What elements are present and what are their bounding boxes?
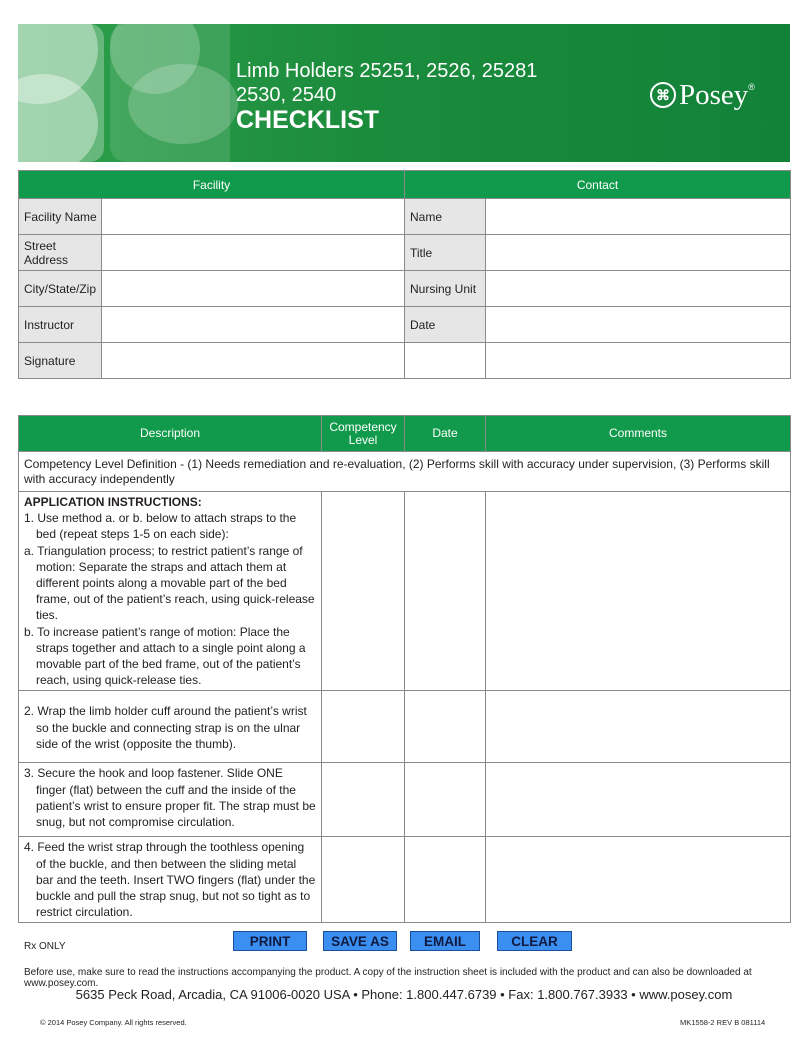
- street-address-label: Street Address: [19, 235, 102, 271]
- rx-only-label: Rx ONLY: [24, 941, 66, 952]
- date-label: Date: [405, 307, 486, 343]
- posey-logo: [650, 78, 755, 112]
- company-address: 5635 Peck Road, Arcadia, CA 91006-0020 USA • Phone: 1.800.447.6739 • Fax: 1.800.767.3933 • www.posey.com: [75, 987, 733, 1002]
- email-button[interactable]: EMAIL: [410, 931, 480, 951]
- step-2-comments-field[interactable]: [486, 691, 791, 763]
- signature-label: Signature: [19, 343, 102, 379]
- step-4-competency-field[interactable]: [322, 837, 405, 923]
- step-3-date-field[interactable]: [405, 763, 486, 837]
- contact-name-field[interactable]: [486, 199, 791, 235]
- facility-header: Facility: [19, 171, 405, 199]
- step-1-date-field[interactable]: [405, 492, 486, 691]
- step-1-competency-field[interactable]: [322, 492, 405, 691]
- city-state-zip-label: City/State/Zip: [19, 271, 102, 307]
- competency-definition: Competency Level Definition - (1) Needs remediation and re-evaluation, (2) Performs skill with accuracy under supervision, (3) Performs skill with accuracy independently: [19, 452, 791, 492]
- step-2-instructions: [19, 691, 322, 763]
- posey-logo-icon: ⌘: [650, 82, 676, 108]
- nursing-unit-field[interactable]: [486, 271, 791, 307]
- step-1-instructions: [19, 492, 322, 691]
- clover-panel-graphic: [110, 24, 230, 162]
- contact-title-field[interactable]: [486, 235, 791, 271]
- step-4-text: 4. Feed the wrist strap through the toothless opening of the buckle, and then between the sliding metal bar and the teeth. Insert TWO fingers (flat) under the buckle and pull the strap snug, but not so tight as to restrict circulation.: [24, 840, 316, 920]
- instructions-title: APPLICATION INSTRUCTIONS:: [24, 495, 202, 509]
- step-4-instructions: [19, 837, 322, 923]
- step-3-instructions: [19, 763, 322, 837]
- document-code: MK1558-2 REV B 081114: [680, 1018, 766, 1027]
- step-2-date-field[interactable]: [405, 691, 486, 763]
- instructions-note: Before use, make sure to read the instructions accompanying the product. A copy of the instruction sheet is included with the product and can also be downloaded at www.posey.com.: [24, 967, 752, 989]
- facility-contact-table: [18, 170, 791, 379]
- instructor-label: Instructor: [19, 307, 102, 343]
- competency-table: [18, 415, 791, 923]
- step-1-text: 1. Use method a. or b. below to attach straps to the bed (repeat steps 1-5 on each side):: [24, 511, 297, 542]
- step-1-comments-field[interactable]: [486, 492, 791, 691]
- title-line-1: Limb Holders 25251, 2526, 25281: [236, 60, 538, 82]
- clover-stem-graphic: [18, 24, 104, 162]
- competency-level-header: Competency Level: [322, 416, 405, 452]
- nursing-unit-label: Nursing Unit: [405, 271, 486, 307]
- step-4-date-field[interactable]: [405, 837, 486, 923]
- empty-field-cell: [486, 343, 791, 379]
- step-4-comments-field[interactable]: [486, 837, 791, 923]
- contact-name-label: Name: [405, 199, 486, 235]
- instructor-field[interactable]: [102, 307, 405, 343]
- step-1a-text: a. Triangulation process; to restrict patient’s range of motion: Separate the straps and attach them at different points along a movable part of the bed frame, out of the patient’s reach, using quick-release ties.: [24, 543, 315, 623]
- empty-label-cell: [405, 343, 486, 379]
- facility-name-field[interactable]: [102, 199, 405, 235]
- step-1b-text: b. To increase patient’s range of motion: Place the straps together and attach to a single point along a movable part of the bed frame, out of the patient’s reach, using quick-release ties.: [24, 624, 306, 688]
- date-header: Date: [405, 416, 486, 452]
- step-3-comments-field[interactable]: [486, 763, 791, 837]
- title-checklist: CHECKLIST: [236, 106, 380, 134]
- street-address-field[interactable]: [102, 235, 405, 271]
- city-state-zip-field[interactable]: [102, 271, 405, 307]
- contact-title-label: Title: [405, 235, 486, 271]
- trademark-symbol: ®: [748, 82, 755, 92]
- description-header: Description: [19, 416, 322, 452]
- step-2-text: 2. Wrap the limb holder cuff around the patient’s wrist so the buckle and connecting strap is on the ulnar side of the wrist (opposite the thumb).: [24, 704, 307, 751]
- copyright-notice: © 2014 Posey Company. All rights reserved.: [40, 1018, 187, 1027]
- facility-name-label: Facility Name: [19, 199, 102, 235]
- clear-button[interactable]: CLEAR: [497, 931, 572, 951]
- print-button[interactable]: PRINT: [233, 931, 307, 951]
- step-3-text: 3. Secure the hook and loop fastener. Slide ONE finger (flat) between the cuff and the inside of the patient’s wrist to ensure proper fit. The strap must be snug, but not compromise circulation.: [24, 766, 316, 830]
- signature-field[interactable]: [102, 343, 405, 379]
- save-as-button[interactable]: SAVE AS: [323, 931, 397, 951]
- step-2-competency-field[interactable]: [322, 691, 405, 763]
- title-line-2: 2530, 2540: [236, 84, 337, 106]
- comments-header: Comments: [486, 416, 791, 452]
- date-field[interactable]: [486, 307, 791, 343]
- step-3-competency-field[interactable]: [322, 763, 405, 837]
- contact-header: Contact: [405, 171, 791, 199]
- posey-logo-text: Posey: [679, 79, 749, 111]
